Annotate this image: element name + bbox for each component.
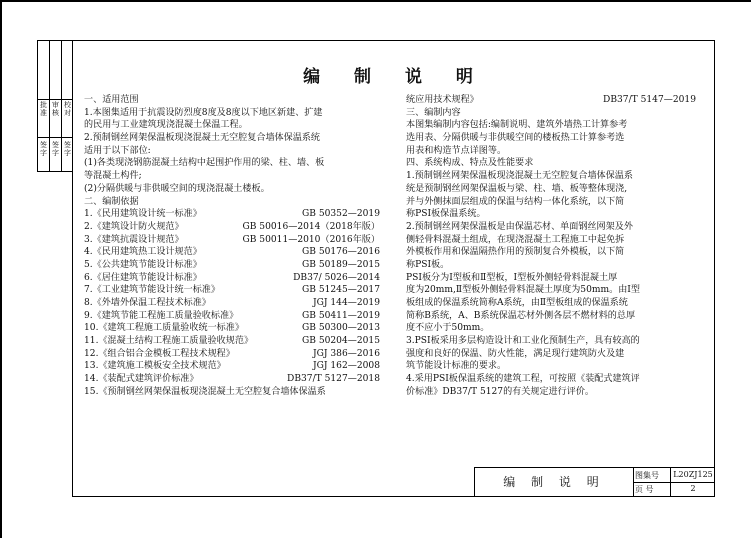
text-line xyxy=(406,322,696,335)
text-line xyxy=(406,284,696,297)
text-line xyxy=(406,373,696,386)
line-text: 2.预制钢丝网架保温板现浇混凝土无空腔复合墙体保温系统 xyxy=(84,133,321,144)
left-column xyxy=(84,94,380,399)
text-line xyxy=(84,157,380,170)
text-line xyxy=(406,310,696,323)
text-line xyxy=(84,284,380,297)
line-text: 二、编制依据 xyxy=(84,196,139,207)
text-line xyxy=(84,107,380,120)
text-line xyxy=(84,208,380,221)
text-line xyxy=(406,246,696,259)
text-line xyxy=(84,322,380,335)
standard-code: GB 50204—2015 xyxy=(301,336,380,347)
standard-code: DB37/ 5026—2014 xyxy=(293,272,380,283)
text-line xyxy=(406,196,696,209)
line-text: 度为20mm,Ⅱ型板外侧轻骨料混凝土厚度为50mm。由Ⅰ型 xyxy=(406,285,640,296)
line-text: 7.《工业建筑节能设计统一标准》 xyxy=(84,285,220,296)
text-line xyxy=(84,272,380,285)
standard-code: GB 50411—2019 xyxy=(301,310,380,321)
standard-code: JGJ 144—2019 xyxy=(312,298,380,308)
text-line xyxy=(406,221,696,234)
text-line xyxy=(406,157,696,170)
text-line xyxy=(84,183,380,196)
text-line xyxy=(406,208,696,221)
text-line xyxy=(84,246,380,259)
line-text: 1.本图集适用于抗震设防烈度8度及8度以下地区新建、扩建 xyxy=(84,107,323,118)
line-text: 4.采用PSI板保温系统的建筑工程，可按照《装配式建筑评 xyxy=(406,374,640,385)
title-block-divider-vertical xyxy=(670,468,671,496)
line-text: 筑节能设计标准的要求。 xyxy=(406,361,507,372)
line-text: 1.预制钢丝网架保温板现浇混凝土无空腔复合墙体保温系 xyxy=(406,171,633,182)
standard-code: JGJ 386—2016 xyxy=(312,348,380,359)
line-text: 度不应小于50mm。 xyxy=(406,323,490,334)
page-number-label: 页 号 xyxy=(635,485,654,494)
line-text: 6.《居住建筑节能设计标准》 xyxy=(84,272,202,283)
standard-code: GB 50189—2015 xyxy=(301,259,380,270)
text-line xyxy=(84,234,380,247)
text-line xyxy=(84,297,380,310)
text-line xyxy=(84,145,380,158)
text-line xyxy=(84,119,380,132)
line-text: (1)各类现浇钢筋混凝土结构中起围护作用的梁、柱、墙、板 xyxy=(84,158,325,169)
line-text: 8.《外墙外保温工程技术标准》 xyxy=(84,298,211,308)
line-text: 选用表、分隔供暖与非供暖空间的楼板热工计算参考选 xyxy=(406,133,625,144)
standard-code: GB 50016—2014（2018年版） xyxy=(242,221,380,232)
page-number: 2 xyxy=(690,484,696,493)
line-text: 2.预制钢丝网架保温板是由保温芯材、单面钢丝网架及外 xyxy=(406,221,633,232)
text-line xyxy=(84,221,380,234)
line-text: 3.《建筑抗震设计规范》 xyxy=(84,234,184,245)
text-line xyxy=(406,132,696,145)
line-text: 11.《混凝土结构工程施工质量验收规范》 xyxy=(84,336,254,347)
line-text: 的民用与工业建筑现浇混凝土保温工程。 xyxy=(84,120,248,131)
line-text: 称PSI板保温系统。 xyxy=(406,209,486,220)
line-text: 适用于以下部位: xyxy=(84,145,151,156)
line-text: 等混凝土构件; xyxy=(84,171,142,182)
standard-code: DB37/T 5127—2018 xyxy=(287,374,380,385)
line-text: 统应用技术规程》 xyxy=(406,95,479,105)
text-line xyxy=(84,360,380,373)
text-line xyxy=(406,107,696,120)
text-line xyxy=(84,196,380,209)
line-text: PSI板分为Ⅰ型板和Ⅱ型板，Ⅰ型板外侧轻骨料混凝土厚 xyxy=(406,272,618,283)
line-text: 9.《建筑节能工程施工质量验收标准》 xyxy=(84,310,239,321)
text-line xyxy=(406,335,696,348)
atlas-number-label: 图集号 xyxy=(635,471,659,480)
page-title: 编 制 说 明 xyxy=(303,67,487,87)
signature-strip: 批准 审核 校对 签字 签字 签字 xyxy=(37,40,73,172)
standard-code: GB 50176—2016 xyxy=(301,247,380,258)
line-text: 14.《装配式建筑评价标准》 xyxy=(84,374,199,385)
line-text: 简称B系统，A、B系统保温芯材外侧各层不燃材料的总厚 xyxy=(406,310,636,321)
text-line xyxy=(406,297,696,310)
line-text: 称PSI板。 xyxy=(406,259,450,270)
text-line xyxy=(84,386,380,399)
title-block-divider xyxy=(633,482,714,483)
text-line xyxy=(84,259,380,272)
standard-code: GB 50300—2013 xyxy=(301,323,380,334)
text-line xyxy=(84,373,380,386)
text-line xyxy=(84,132,380,145)
line-text: 1.《民用建筑设计统一标准》 xyxy=(84,209,202,220)
text-line xyxy=(406,360,696,373)
line-text: 价标准》DB37/T 5127的有关规定进行评价。 xyxy=(406,386,595,397)
standard-code: GB 50011—2010（2016年版） xyxy=(242,234,380,245)
text-line xyxy=(406,145,696,158)
text-line xyxy=(406,94,696,107)
standard-code: JGJ 162—2008 xyxy=(312,361,380,372)
atlas-number: L20ZJ125 xyxy=(673,470,713,479)
line-text: 10.《建筑工程施工质量验收统一标准》 xyxy=(84,323,244,334)
line-text: 本图集编制内容包括:编制说明、建筑外墙热工计算参考 xyxy=(406,120,628,131)
line-text: 板组成的保温系统简称A系统，由Ⅱ型板组成的保温系统 xyxy=(406,298,628,308)
right-column xyxy=(406,94,696,399)
line-text: 并与外侧抹面层组成的保温与结构一体化系统，以下简 xyxy=(406,196,625,207)
text-line xyxy=(84,310,380,323)
standard-code: GB 50352—2019 xyxy=(301,209,380,220)
title-block xyxy=(474,467,715,497)
text-line xyxy=(84,170,380,183)
text-line xyxy=(84,94,380,107)
standard-code: DB37/T 5147—2019 xyxy=(603,95,696,105)
text-line xyxy=(406,386,696,399)
line-text: 12.《组合铝合金模板工程技术规程》 xyxy=(84,348,235,359)
text-line xyxy=(84,348,380,361)
text-line xyxy=(406,234,696,247)
line-text: 三、编制内容 xyxy=(406,107,461,118)
standard-code: GB 51245—2017 xyxy=(301,285,380,296)
line-text: 13.《建筑施工模板安全技术规范》 xyxy=(84,361,226,372)
line-text: (2)分隔供暖与非供暖空间的现浇混凝土楼板。 xyxy=(84,183,270,194)
text-line xyxy=(406,183,696,196)
line-text: 用表和构造节点详图等。 xyxy=(406,145,507,156)
line-text: 统是预制钢丝网架保温板与梁、柱、墙、板等整体现浇, xyxy=(406,183,628,194)
line-text: 强度和良好的保温、防火性能，满足现行建筑防火及建 xyxy=(406,348,625,359)
line-text: 一、适用范围 xyxy=(84,95,139,105)
text-line xyxy=(406,272,696,285)
line-text: 15.《预制钢丝网架保温板现浇混凝土无空腔复合墙体保温系 xyxy=(84,386,326,397)
text-line xyxy=(406,259,696,272)
text-line xyxy=(84,335,380,348)
line-text: 4.《民用建筑热工设计规范》 xyxy=(84,247,202,258)
line-text: 2.《建筑设计防火规范》 xyxy=(84,221,184,232)
line-text: 四、系统构成、特点及性能要求 xyxy=(406,158,534,169)
text-line xyxy=(406,119,696,132)
line-text: 外模板作用和保温隔热作用的预制复合外模板，以下简 xyxy=(406,247,625,258)
line-text: 侧轻骨料混凝土组成，在现浇混凝土工程施工中起免拆 xyxy=(406,234,625,245)
title-block-name: 编 制 说 明 xyxy=(475,468,634,496)
line-text: 3.PSI板采用多层构造设计和工业化预制生产，具有较高的 xyxy=(406,336,640,347)
line-text: 5.《公共建筑节能设计标准》 xyxy=(84,259,202,270)
text-line xyxy=(406,348,696,361)
text-line xyxy=(406,170,696,183)
